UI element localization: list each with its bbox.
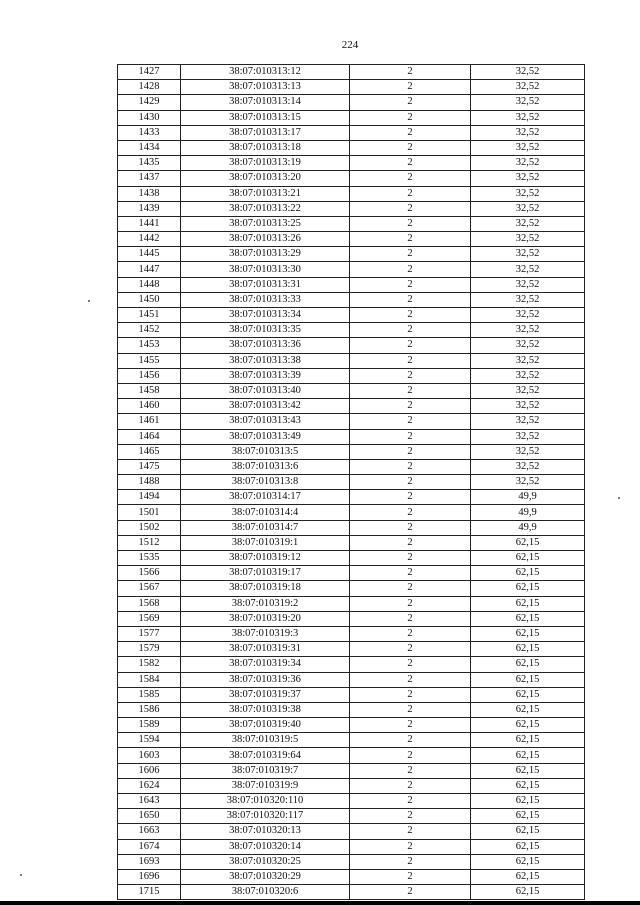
cadastral-number-cell: 38:07:010319:18 bbox=[181, 581, 350, 596]
table-row bbox=[118, 171, 585, 186]
count-cell: 2 bbox=[350, 748, 471, 763]
count-cell: 2 bbox=[350, 459, 471, 474]
row-number-cell: 1441 bbox=[118, 216, 181, 231]
table-row bbox=[118, 794, 585, 809]
table-row bbox=[118, 95, 585, 110]
row-number-cell: 1585 bbox=[118, 687, 181, 702]
cadastral-number-cell: 38:07:010313:30 bbox=[181, 262, 350, 277]
value-cell: 62,15 bbox=[471, 839, 585, 854]
row-number-cell: 1438 bbox=[118, 186, 181, 201]
count-cell: 2 bbox=[350, 80, 471, 95]
value-cell: 62,15 bbox=[471, 718, 585, 733]
table-row bbox=[118, 581, 585, 596]
value-cell: 32,52 bbox=[471, 414, 585, 429]
row-number-cell: 1568 bbox=[118, 596, 181, 611]
cadastral-number-cell: 38:07:010313:39 bbox=[181, 368, 350, 383]
scan-speck bbox=[88, 300, 90, 302]
cadastral-number-cell: 38:07:010313:49 bbox=[181, 429, 350, 444]
row-number-cell: 1663 bbox=[118, 824, 181, 839]
table-row bbox=[118, 368, 585, 383]
count-cell: 2 bbox=[350, 308, 471, 323]
row-number-cell: 1603 bbox=[118, 748, 181, 763]
row-number-cell: 1439 bbox=[118, 201, 181, 216]
value-cell: 62,15 bbox=[471, 809, 585, 824]
value-cell: 62,15 bbox=[471, 794, 585, 809]
row-number-cell: 1494 bbox=[118, 490, 181, 505]
count-cell: 2 bbox=[350, 551, 471, 566]
row-number-cell: 1428 bbox=[118, 80, 181, 95]
cadastral-number-cell: 38:07:010314:17 bbox=[181, 490, 350, 505]
table-row bbox=[118, 308, 585, 323]
cadastral-number-cell: 38:07:010313:21 bbox=[181, 186, 350, 201]
count-cell: 2 bbox=[350, 520, 471, 535]
count-cell: 2 bbox=[350, 383, 471, 398]
row-number-cell: 1594 bbox=[118, 733, 181, 748]
count-cell: 2 bbox=[350, 596, 471, 611]
row-number-cell: 1584 bbox=[118, 672, 181, 687]
count-cell: 2 bbox=[350, 505, 471, 520]
count-cell: 2 bbox=[350, 581, 471, 596]
value-cell: 62,15 bbox=[471, 869, 585, 884]
value-cell: 32,52 bbox=[471, 247, 585, 262]
value-cell: 62,15 bbox=[471, 854, 585, 869]
cadastral-number-cell: 38:07:010313:14 bbox=[181, 95, 350, 110]
value-cell: 62,15 bbox=[471, 657, 585, 672]
count-cell: 2 bbox=[350, 839, 471, 854]
table-row bbox=[118, 505, 585, 520]
cadastral-number-cell: 38:07:010313:8 bbox=[181, 475, 350, 490]
count-cell: 2 bbox=[350, 778, 471, 793]
table-row bbox=[118, 80, 585, 95]
cadastral-number-cell: 38:07:010319:5 bbox=[181, 733, 350, 748]
cadastral-number-cell: 38:07:010319:3 bbox=[181, 626, 350, 641]
count-cell: 2 bbox=[350, 247, 471, 262]
cadastral-number-cell: 38:07:010313:42 bbox=[181, 399, 350, 414]
table-row bbox=[118, 839, 585, 854]
cadastral-number-cell: 38:07:010313:26 bbox=[181, 232, 350, 247]
count-cell: 2 bbox=[350, 125, 471, 140]
value-cell: 49,9 bbox=[471, 505, 585, 520]
table-row bbox=[118, 338, 585, 353]
value-cell: 32,52 bbox=[471, 232, 585, 247]
row-number-cell: 1434 bbox=[118, 140, 181, 155]
cadastral-number-cell: 38:07:010320:110 bbox=[181, 794, 350, 809]
row-number-cell: 1447 bbox=[118, 262, 181, 277]
row-number-cell: 1569 bbox=[118, 611, 181, 626]
value-cell: 32,52 bbox=[471, 368, 585, 383]
table-row bbox=[118, 353, 585, 368]
value-cell: 62,15 bbox=[471, 611, 585, 626]
row-number-cell: 1433 bbox=[118, 125, 181, 140]
cadastral-number-cell: 38:07:010319:17 bbox=[181, 566, 350, 581]
value-cell: 32,52 bbox=[471, 65, 585, 80]
count-cell: 2 bbox=[350, 201, 471, 216]
value-cell: 32,52 bbox=[471, 429, 585, 444]
value-cell: 32,52 bbox=[471, 308, 585, 323]
registry-table-body bbox=[118, 65, 585, 900]
row-number-cell: 1475 bbox=[118, 459, 181, 474]
cadastral-number-cell: 38:07:010313:43 bbox=[181, 414, 350, 429]
cadastral-number-cell: 38:07:010313:19 bbox=[181, 156, 350, 171]
value-cell: 32,52 bbox=[471, 80, 585, 95]
table-row bbox=[118, 778, 585, 793]
row-number-cell: 1589 bbox=[118, 718, 181, 733]
count-cell: 2 bbox=[350, 110, 471, 125]
value-cell: 32,52 bbox=[471, 277, 585, 292]
value-cell: 62,15 bbox=[471, 566, 585, 581]
count-cell: 2 bbox=[350, 368, 471, 383]
cadastral-number-cell: 38:07:010320:29 bbox=[181, 869, 350, 884]
value-cell: 32,52 bbox=[471, 338, 585, 353]
row-number-cell: 1535 bbox=[118, 551, 181, 566]
value-cell: 62,15 bbox=[471, 748, 585, 763]
value-cell: 32,52 bbox=[471, 156, 585, 171]
cadastral-number-cell: 38:07:010313:35 bbox=[181, 323, 350, 338]
page-number: 224 bbox=[341, 39, 359, 51]
table-row bbox=[118, 475, 585, 490]
value-cell: 32,52 bbox=[471, 353, 585, 368]
value-cell: 62,15 bbox=[471, 551, 585, 566]
count-cell: 2 bbox=[350, 885, 471, 900]
cadastral-number-cell: 38:07:010313:6 bbox=[181, 459, 350, 474]
value-cell: 32,52 bbox=[471, 399, 585, 414]
table-row bbox=[118, 763, 585, 778]
table-row bbox=[118, 444, 585, 459]
cadastral-number-cell: 38:07:010313:29 bbox=[181, 247, 350, 262]
cadastral-number-cell: 38:07:010313:34 bbox=[181, 308, 350, 323]
table-row bbox=[118, 626, 585, 641]
cadastral-number-cell: 38:07:010319:2 bbox=[181, 596, 350, 611]
value-cell: 32,52 bbox=[471, 216, 585, 231]
value-cell: 32,52 bbox=[471, 201, 585, 216]
table-row bbox=[118, 232, 585, 247]
row-number-cell: 1450 bbox=[118, 292, 181, 307]
row-number-cell: 1579 bbox=[118, 642, 181, 657]
cadastral-number-cell: 38:07:010320:14 bbox=[181, 839, 350, 854]
table-row bbox=[118, 459, 585, 474]
table-row bbox=[118, 733, 585, 748]
table-row bbox=[118, 262, 585, 277]
table-row bbox=[118, 535, 585, 550]
table-row bbox=[118, 748, 585, 763]
cadastral-number-cell: 38:07:010320:6 bbox=[181, 885, 350, 900]
table-row bbox=[118, 611, 585, 626]
row-number-cell: 1567 bbox=[118, 581, 181, 596]
count-cell: 2 bbox=[350, 672, 471, 687]
value-cell: 32,52 bbox=[471, 171, 585, 186]
cadastral-number-cell: 38:07:010320:25 bbox=[181, 854, 350, 869]
cadastral-number-cell: 38:07:010319:1 bbox=[181, 535, 350, 550]
value-cell: 49,9 bbox=[471, 490, 585, 505]
cadastral-number-cell: 38:07:010319:31 bbox=[181, 642, 350, 657]
row-number-cell: 1577 bbox=[118, 626, 181, 641]
value-cell: 32,52 bbox=[471, 262, 585, 277]
row-number-cell: 1455 bbox=[118, 353, 181, 368]
row-number-cell: 1427 bbox=[118, 65, 181, 80]
table-row bbox=[118, 323, 585, 338]
row-number-cell: 1442 bbox=[118, 232, 181, 247]
table-row bbox=[118, 672, 585, 687]
table-row bbox=[118, 718, 585, 733]
row-number-cell: 1435 bbox=[118, 156, 181, 171]
count-cell: 2 bbox=[350, 854, 471, 869]
value-cell: 32,52 bbox=[471, 383, 585, 398]
count-cell: 2 bbox=[350, 95, 471, 110]
cadastral-number-cell: 38:07:010319:37 bbox=[181, 687, 350, 702]
count-cell: 2 bbox=[350, 156, 471, 171]
row-number-cell: 1430 bbox=[118, 110, 181, 125]
row-number-cell: 1582 bbox=[118, 657, 181, 672]
cadastral-number-cell: 38:07:010313:25 bbox=[181, 216, 350, 231]
count-cell: 2 bbox=[350, 535, 471, 550]
count-cell: 2 bbox=[350, 171, 471, 186]
count-cell: 2 bbox=[350, 718, 471, 733]
row-number-cell: 1456 bbox=[118, 368, 181, 383]
table-row bbox=[118, 292, 585, 307]
registry-table bbox=[117, 64, 585, 900]
value-cell: 62,15 bbox=[471, 581, 585, 596]
row-number-cell: 1465 bbox=[118, 444, 181, 459]
value-cell: 32,52 bbox=[471, 125, 585, 140]
value-cell: 62,15 bbox=[471, 733, 585, 748]
table-row bbox=[118, 414, 585, 429]
count-cell: 2 bbox=[350, 824, 471, 839]
value-cell: 62,15 bbox=[471, 687, 585, 702]
table-row bbox=[118, 566, 585, 581]
count-cell: 2 bbox=[350, 794, 471, 809]
cadastral-number-cell: 38:07:010313:22 bbox=[181, 201, 350, 216]
cadastral-number-cell: 38:07:010314:4 bbox=[181, 505, 350, 520]
row-number-cell: 1715 bbox=[118, 885, 181, 900]
row-number-cell: 1606 bbox=[118, 763, 181, 778]
row-number-cell: 1512 bbox=[118, 535, 181, 550]
cadastral-number-cell: 38:07:010313:15 bbox=[181, 110, 350, 125]
cadastral-number-cell: 38:07:010313:36 bbox=[181, 338, 350, 353]
value-cell: 32,52 bbox=[471, 186, 585, 201]
count-cell: 2 bbox=[350, 399, 471, 414]
count-cell: 2 bbox=[350, 490, 471, 505]
value-cell: 49,9 bbox=[471, 520, 585, 535]
cadastral-number-cell: 38:07:010319:64 bbox=[181, 748, 350, 763]
count-cell: 2 bbox=[350, 475, 471, 490]
row-number-cell: 1643 bbox=[118, 794, 181, 809]
row-number-cell: 1650 bbox=[118, 809, 181, 824]
value-cell: 62,15 bbox=[471, 824, 585, 839]
count-cell: 2 bbox=[350, 232, 471, 247]
cadastral-number-cell: 38:07:010319:40 bbox=[181, 718, 350, 733]
value-cell: 62,15 bbox=[471, 596, 585, 611]
count-cell: 2 bbox=[350, 566, 471, 581]
count-cell: 2 bbox=[350, 429, 471, 444]
count-cell: 2 bbox=[350, 733, 471, 748]
row-number-cell: 1429 bbox=[118, 95, 181, 110]
table-row bbox=[118, 65, 585, 80]
row-number-cell: 1696 bbox=[118, 869, 181, 884]
count-cell: 2 bbox=[350, 262, 471, 277]
value-cell: 32,52 bbox=[471, 95, 585, 110]
count-cell: 2 bbox=[350, 626, 471, 641]
count-cell: 2 bbox=[350, 353, 471, 368]
table-row bbox=[118, 702, 585, 717]
cadastral-number-cell: 38:07:010313:38 bbox=[181, 353, 350, 368]
row-number-cell: 1445 bbox=[118, 247, 181, 262]
row-number-cell: 1674 bbox=[118, 839, 181, 854]
value-cell: 32,52 bbox=[471, 323, 585, 338]
row-number-cell: 1460 bbox=[118, 399, 181, 414]
row-number-cell: 1488 bbox=[118, 475, 181, 490]
value-cell: 62,15 bbox=[471, 763, 585, 778]
count-cell: 2 bbox=[350, 611, 471, 626]
cadastral-number-cell: 38:07:010320:117 bbox=[181, 809, 350, 824]
value-cell: 32,52 bbox=[471, 459, 585, 474]
table-row bbox=[118, 156, 585, 171]
table-row bbox=[118, 201, 585, 216]
cadastral-number-cell: 38:07:010319:9 bbox=[181, 778, 350, 793]
table-row bbox=[118, 110, 585, 125]
row-number-cell: 1464 bbox=[118, 429, 181, 444]
value-cell: 62,15 bbox=[471, 885, 585, 900]
cadastral-number-cell: 38:07:010319:38 bbox=[181, 702, 350, 717]
table-row bbox=[118, 854, 585, 869]
cadastral-number-cell: 38:07:010319:34 bbox=[181, 657, 350, 672]
cadastral-number-cell: 38:07:010313:31 bbox=[181, 277, 350, 292]
value-cell: 32,52 bbox=[471, 140, 585, 155]
count-cell: 2 bbox=[350, 809, 471, 824]
scan-edge bbox=[0, 901, 640, 905]
scan-speck bbox=[20, 874, 22, 876]
table-row bbox=[118, 140, 585, 155]
count-cell: 2 bbox=[350, 65, 471, 80]
count-cell: 2 bbox=[350, 869, 471, 884]
cadastral-number-cell: 38:07:010313:13 bbox=[181, 80, 350, 95]
cadastral-number-cell: 38:07:010313:17 bbox=[181, 125, 350, 140]
table-row bbox=[118, 809, 585, 824]
row-number-cell: 1448 bbox=[118, 277, 181, 292]
value-cell: 62,15 bbox=[471, 626, 585, 641]
table-row bbox=[118, 490, 585, 505]
table-row bbox=[118, 247, 585, 262]
count-cell: 2 bbox=[350, 277, 471, 292]
cadastral-number-cell: 38:07:010313:12 bbox=[181, 65, 350, 80]
value-cell: 62,15 bbox=[471, 642, 585, 657]
table-row bbox=[118, 216, 585, 231]
cadastral-number-cell: 38:07:010313:20 bbox=[181, 171, 350, 186]
value-cell: 32,52 bbox=[471, 475, 585, 490]
table-row bbox=[118, 125, 585, 140]
table-row bbox=[118, 520, 585, 535]
row-number-cell: 1693 bbox=[118, 854, 181, 869]
value-cell: 62,15 bbox=[471, 702, 585, 717]
value-cell: 32,52 bbox=[471, 292, 585, 307]
count-cell: 2 bbox=[350, 763, 471, 778]
cadastral-number-cell: 38:07:010319:7 bbox=[181, 763, 350, 778]
row-number-cell: 1458 bbox=[118, 383, 181, 398]
count-cell: 2 bbox=[350, 216, 471, 231]
row-number-cell: 1586 bbox=[118, 702, 181, 717]
cadastral-number-cell: 38:07:010319:20 bbox=[181, 611, 350, 626]
count-cell: 2 bbox=[350, 702, 471, 717]
value-cell: 62,15 bbox=[471, 672, 585, 687]
row-number-cell: 1624 bbox=[118, 778, 181, 793]
table-row bbox=[118, 687, 585, 702]
cadastral-number-cell: 38:07:010313:18 bbox=[181, 140, 350, 155]
table-row bbox=[118, 657, 585, 672]
table-row bbox=[118, 869, 585, 884]
value-cell: 32,52 bbox=[471, 444, 585, 459]
row-number-cell: 1502 bbox=[118, 520, 181, 535]
table-row bbox=[118, 399, 585, 414]
count-cell: 2 bbox=[350, 687, 471, 702]
count-cell: 2 bbox=[350, 657, 471, 672]
count-cell: 2 bbox=[350, 140, 471, 155]
scan-speck bbox=[618, 497, 620, 499]
table-row bbox=[118, 277, 585, 292]
value-cell: 32,52 bbox=[471, 110, 585, 125]
row-number-cell: 1451 bbox=[118, 308, 181, 323]
table-row bbox=[118, 596, 585, 611]
table-row bbox=[118, 429, 585, 444]
cadastral-number-cell: 38:07:010320:13 bbox=[181, 824, 350, 839]
value-cell: 62,15 bbox=[471, 535, 585, 550]
count-cell: 2 bbox=[350, 642, 471, 657]
cadastral-number-cell: 38:07:010313:5 bbox=[181, 444, 350, 459]
row-number-cell: 1453 bbox=[118, 338, 181, 353]
count-cell: 2 bbox=[350, 414, 471, 429]
cadastral-number-cell: 38:07:010314:7 bbox=[181, 520, 350, 535]
table-row bbox=[118, 383, 585, 398]
count-cell: 2 bbox=[350, 186, 471, 201]
count-cell: 2 bbox=[350, 292, 471, 307]
value-cell: 62,15 bbox=[471, 778, 585, 793]
table-row bbox=[118, 642, 585, 657]
row-number-cell: 1452 bbox=[118, 323, 181, 338]
table-row bbox=[118, 824, 585, 839]
table-row bbox=[118, 551, 585, 566]
table-row bbox=[118, 186, 585, 201]
count-cell: 2 bbox=[350, 338, 471, 353]
table-row bbox=[118, 885, 585, 900]
row-number-cell: 1501 bbox=[118, 505, 181, 520]
cadastral-number-cell: 38:07:010313:40 bbox=[181, 383, 350, 398]
row-number-cell: 1566 bbox=[118, 566, 181, 581]
row-number-cell: 1461 bbox=[118, 414, 181, 429]
count-cell: 2 bbox=[350, 444, 471, 459]
count-cell: 2 bbox=[350, 323, 471, 338]
cadastral-number-cell: 38:07:010319:36 bbox=[181, 672, 350, 687]
row-number-cell: 1437 bbox=[118, 171, 181, 186]
cadastral-number-cell: 38:07:010313:33 bbox=[181, 292, 350, 307]
cadastral-number-cell: 38:07:010319:12 bbox=[181, 551, 350, 566]
